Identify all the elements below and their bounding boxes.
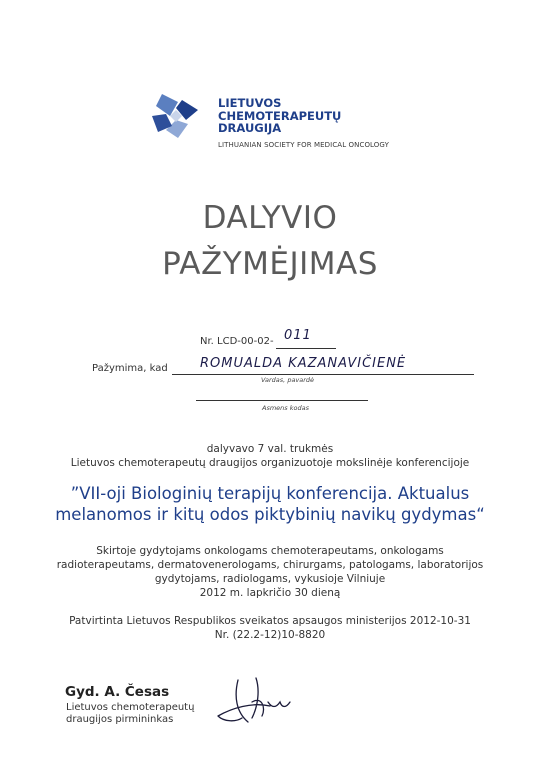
participant-name: ROMUALDA KAZANAVIČIENĖ — [200, 356, 407, 371]
event-date: 2012 m. lapkričio 30 dieną — [199, 587, 341, 599]
personal-id-caption: Asmens kodas — [262, 404, 309, 412]
signer-role-line1: Lietuvos chemoterapeutų — [66, 702, 195, 713]
society-logo-icon — [148, 92, 202, 140]
audience-line3: gydytojams, radiologams, vykusioje Vilniuje — [154, 573, 386, 585]
conference-title-line1: ”VII-oji Biologinių terapijų konferencija. Aktualus — [70, 484, 470, 503]
confirm-label: Pažymima, kad — [92, 363, 168, 374]
certificate-title-line2: PAŽYMĖJIMAS — [162, 246, 378, 282]
organization-name-line3: DRAUGIJA — [218, 121, 282, 135]
participation-line1: dalyvavo 7 val. trukmės — [206, 443, 334, 455]
approval-line1: Patvirtinta Lietuvos Respublikos sveikatos apsaugos ministerijos 2012-10-31 — [69, 615, 471, 627]
organization-name — [218, 97, 341, 135]
audience-line2: radioterapeutams, dermatovenerologams, chirurgams, patologams, laboratorijos — [56, 559, 484, 571]
approval-number: Nr. (22.2-12)10-8820 — [214, 629, 326, 641]
conference-title-line2: melanomos ir kitų odos piktybinių navikų gydymas“ — [55, 505, 485, 524]
organization-english-name: LITHUANIAN SOCIETY FOR MEDICAL ONCOLOGY — [218, 141, 389, 149]
name-caption: Vardas, pavardė — [261, 376, 315, 384]
participation-line2: Lietuvos chemoterapeutų draugijos organizuotoje mokslinėje konferencijoje — [70, 457, 470, 469]
certificate-title-line1: DALYVIO — [202, 200, 338, 236]
organization-name-line2: CHEMOTERAPEUTŲ — [218, 108, 342, 123]
personal-id-line — [196, 390, 368, 401]
audience-line1: Skirtoje gydytojams onkologams chemoterapeutams, onkologams — [96, 545, 444, 557]
organization-name-line1: LIETUVOS — [218, 96, 282, 110]
certificate-number-value: 011 — [284, 328, 312, 343]
signature-icon — [212, 672, 304, 728]
signer-role-line2: draugijos pirmininkas — [66, 714, 174, 725]
signer-name: Gyd. A. Česas — [65, 684, 170, 700]
certificate-number-label: Nr. LCD-00-02- — [200, 336, 274, 347]
